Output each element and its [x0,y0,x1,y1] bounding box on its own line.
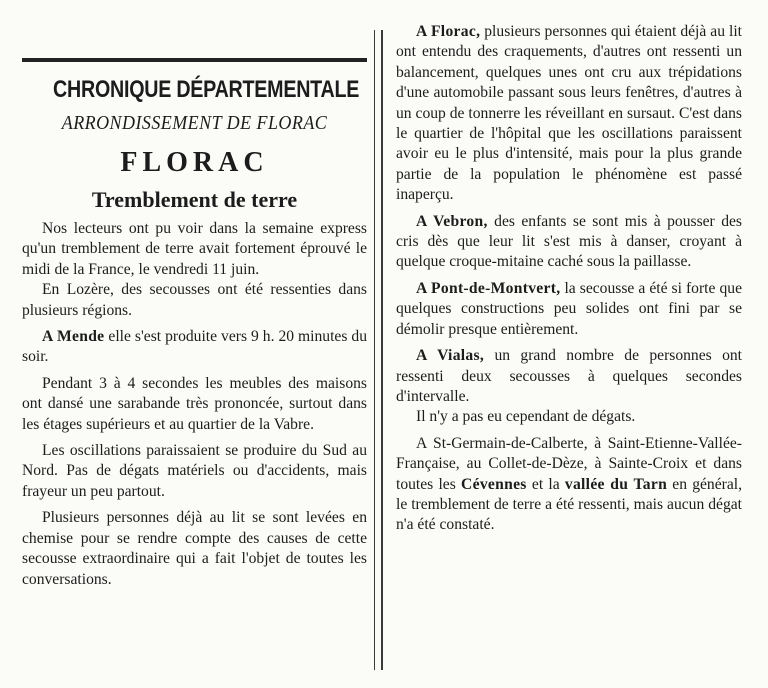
place-name: A Vebron, [416,212,488,230]
paragraph: A Vialas, un grand nombre de personnes ont ressenti deux secousses à quelques secondes d'intervalle. [396,347,742,405]
article-title: Tremblement de terre [91,187,298,212]
column-rule [374,30,375,670]
paragraph: A Vebron, des enfants se sont mis à pousser des cris dès que leur lit s'est mis à danser, croyant à quelque croque-mitaine caché sous la paillasse. [396,212,742,271]
region-name: Cévennes [461,475,527,493]
place-name: A Pont-de-Montvert, [416,279,561,297]
paragraph: Pendant 3 à 4 secondes les meubles des maisons ont dansé une sarabande très prononcée, surtout dans les étages supérieurs et au quartier de la Vabre. [22,374,367,433]
paragraph: Il n'y a pas eu cependant de dégats. [416,408,636,426]
paragraph: A Florac, plusieurs personnes qui étaient déjà au lit ont entendu des craquements, d'autres ont ressenti un balancement, quelques unes ont cru aux trépidations d'une automobile passant sous leurs fenêtres, d'autres à un coup de tonnerre les réveillant en sursaut. C'est dans le quartier de l'hôpital que les oscillations paraissent avoir eu le plus d'intensité, mais pour la plus grande partie de la population le phénomène est passé inaperçu. [396,23,742,204]
left-column [22,0,367,590]
header-rule [22,58,367,62]
paragraph: Nos lecteurs ont pu voir dans la semaine express qu'un tremblement de terre avait fortement éprouvé le midi de la France, le vendredi 11 juin. [22,220,367,278]
paragraph: A Pont-de-Montvert, la secousse a été si forte que quelques constructions peu solides ont fini par se démolir presque entièrement. [396,279,742,338]
district-title: ARRONDISSEMENT DE FLORAC [61,112,328,134]
column-rule [381,30,383,670]
section-title: CHRONIQUE DÉPARTEMENTALE [53,76,360,103]
paragraph: A Mende elle s'est produite vers 9 h. 20 minutes du soir. [22,328,368,366]
region-name: vallée du Tarn [564,475,668,493]
place-name: A Vialas, [416,347,485,365]
paragraph: En Lozère, des secousses ont été ressenties dans plusieurs régions. [22,281,367,319]
right-column [396,0,742,536]
paragraph: A St-Germain-de-Calberte, à Saint-Etienne-Vallée-Française, au Collet-de-Dèze, à Sainte-Croix et dans toutes les Cévennes et la vallée du Tarn en général, le tremblement de terre a été ressenti, mais aucun dégat n'a été constaté. [396,434,742,534]
town-title: FLORAC [120,147,269,178]
place-name: A Florac, [416,23,481,40]
place-name: A Mende [42,328,105,346]
paragraph: Les oscillations paraissaient se produire du Sud au Nord. Pas de dégats matériels ou d'accidents, mais frayeur un peu partout. [22,442,367,500]
paragraph: Plusieurs personnes déjà au lit se sont levées en chemise pour se rendre compte des causes de cette secousse extraordinaire qui a fait l'objet de toutes les conversations. [22,509,367,588]
